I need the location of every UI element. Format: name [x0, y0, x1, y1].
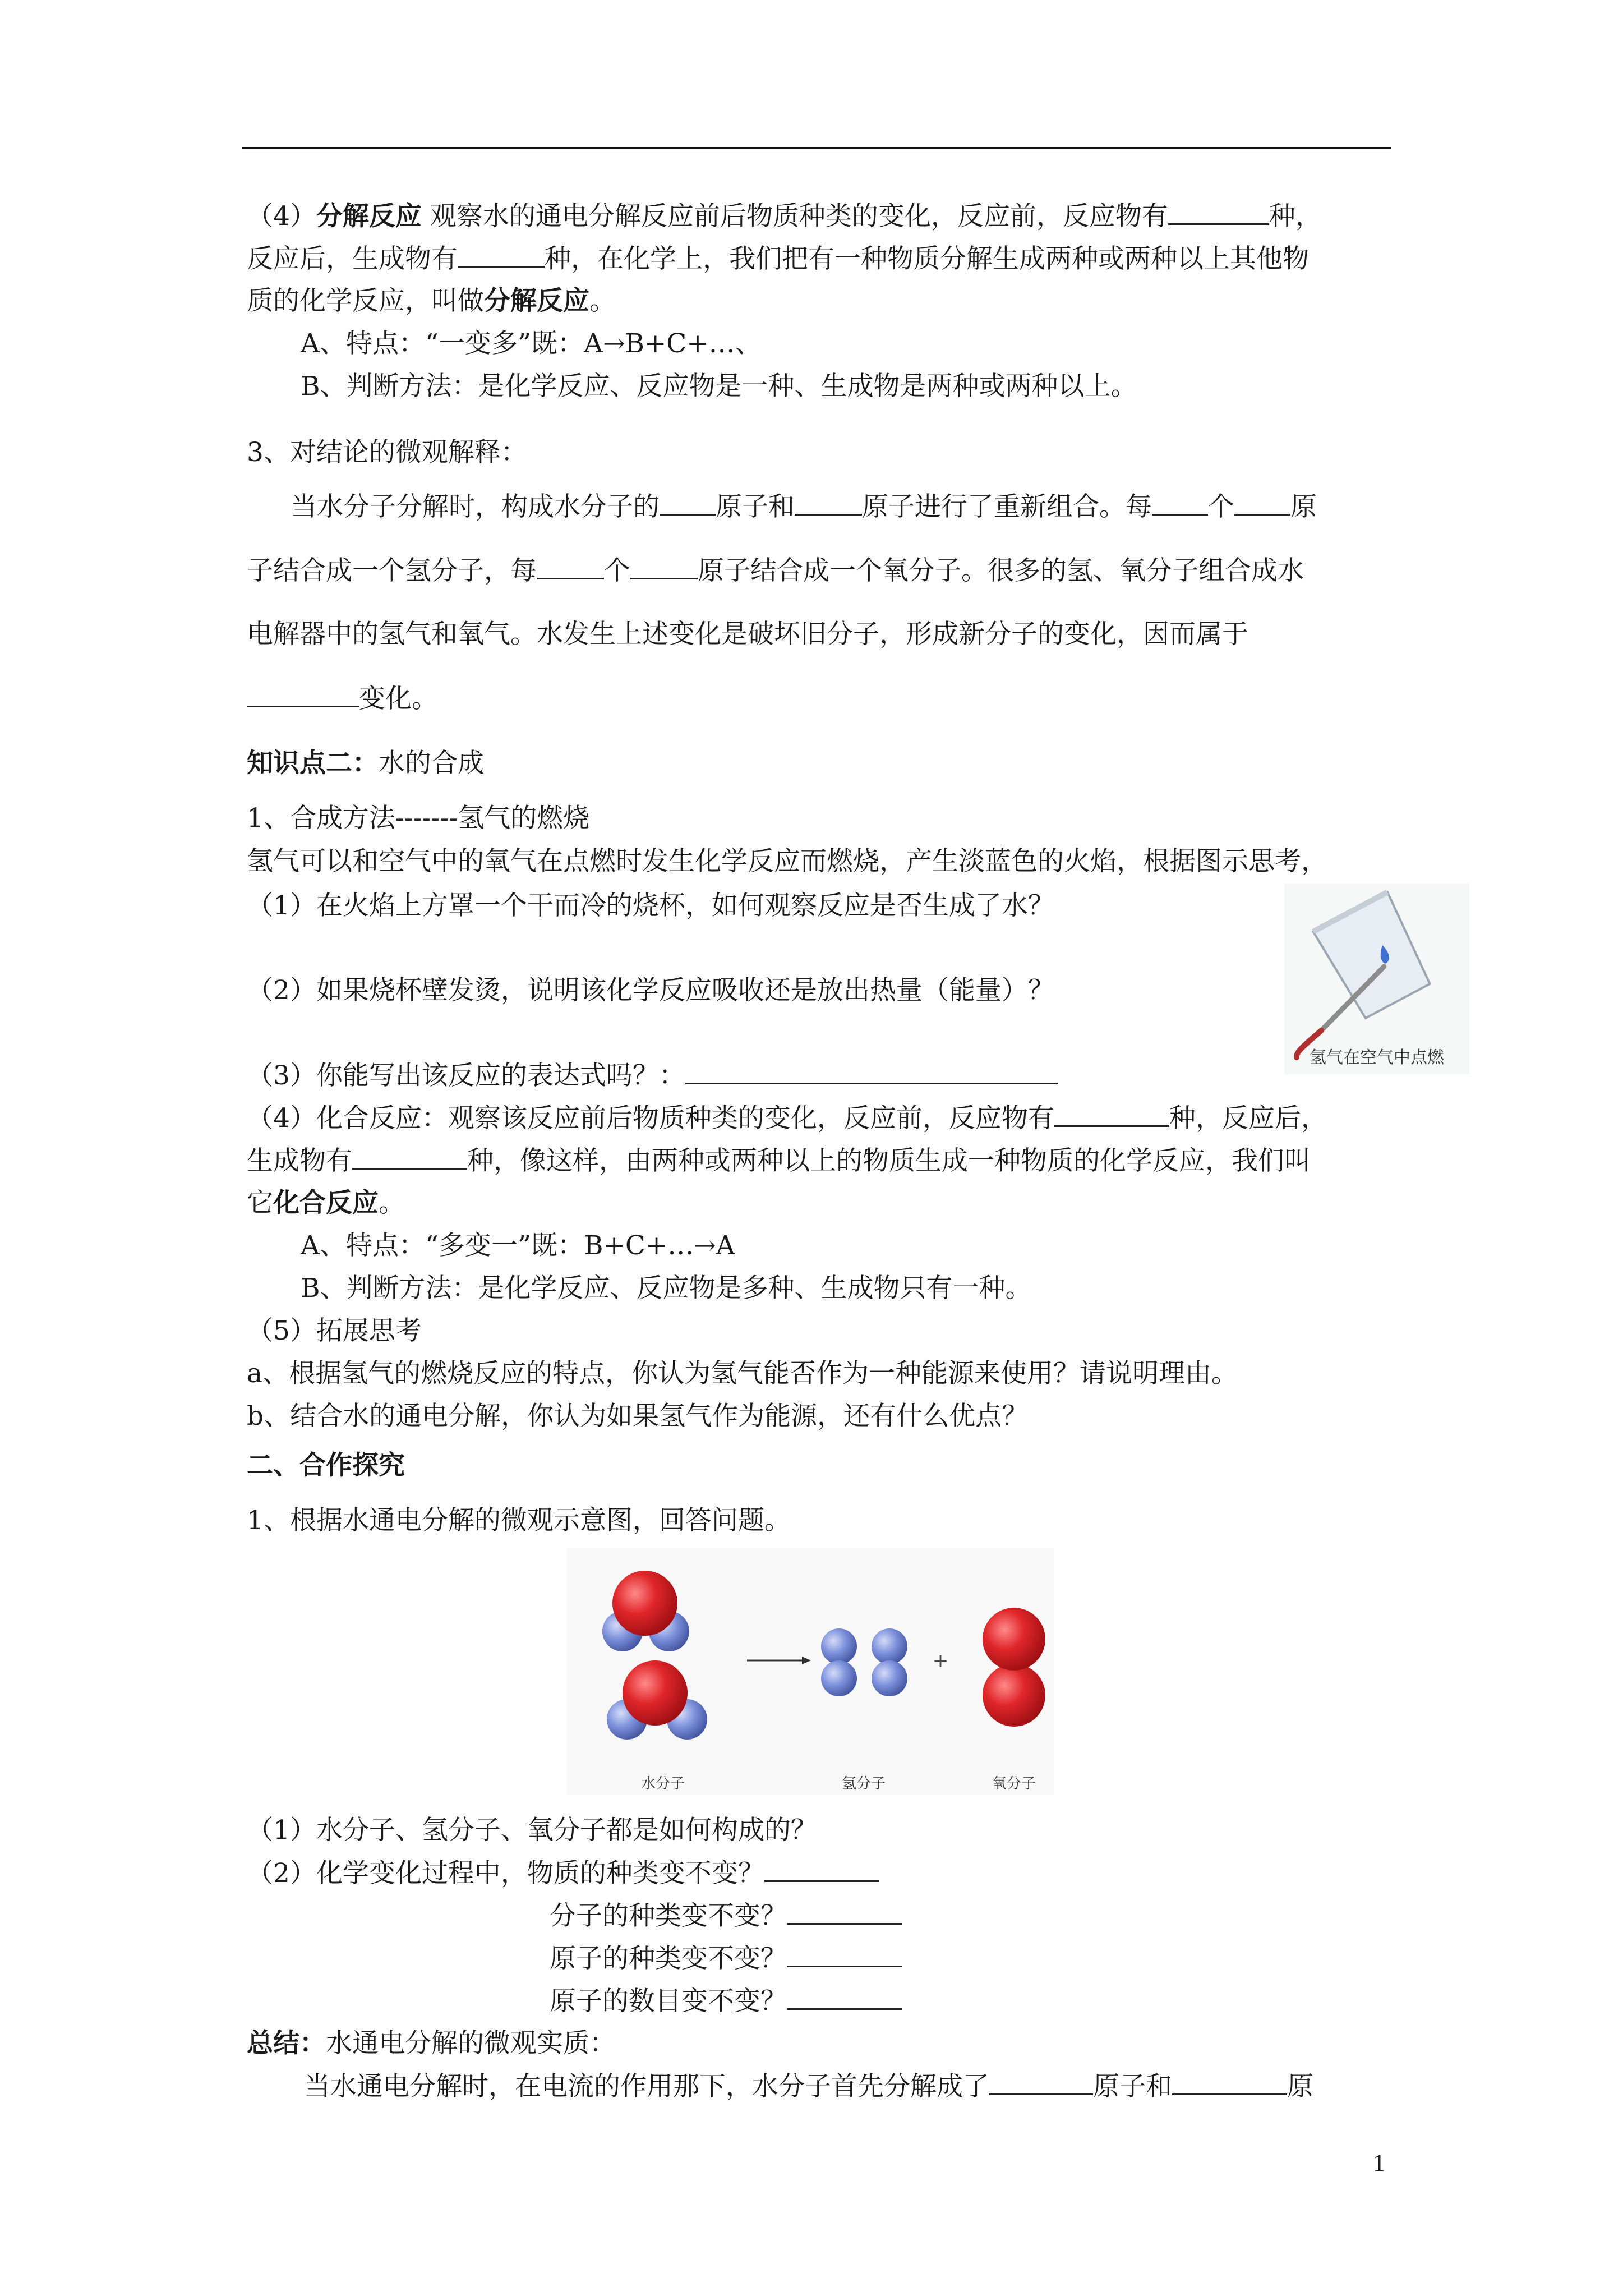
blank[interactable] [1152, 489, 1208, 516]
extend-qa: a、根据氢气的燃烧反应的特点，你认为氢气能否作为一种能源来使用？请说明理由。 [247, 1358, 1238, 1389]
coop-s1: （1）水分子、氢分子、氧分子都是如何构成的？ [247, 1815, 817, 1846]
blank[interactable] [1054, 1101, 1169, 1127]
coop-s4: 原子的种类变不变？ [550, 1941, 902, 1976]
comb-line-2: 生成物有 种，像这样，由两种或两种以上的物质生成一种物质的化学反应，我们叫 [247, 1143, 1311, 1179]
header-rule [242, 147, 1391, 149]
electrolysis-molecule-diagram [566, 1548, 1054, 1795]
extend-qb: b、结合水的通电分解，你认为如果氢气作为能源，还有什么优点？ [247, 1401, 1029, 1432]
blank[interactable] [764, 1856, 879, 1882]
kp2-title: 知识点二：水的合成 [247, 748, 484, 779]
summary-title: 总结：水通电分解的微观实质： [247, 2028, 616, 2059]
label-water-molecule: 水分子 [640, 1775, 685, 1792]
blank[interactable] [787, 1984, 902, 2010]
kp2-method: 1、合成方法-------氢气的燃烧 [247, 803, 590, 834]
micro-line-3: 电解器中的氢气和氧气。水发生上述变化是破坏旧分子，形成新分子的变化，因而属于 [247, 619, 1248, 650]
kp2-q3: （3）你能写出该反应的表达式吗？： [247, 1058, 1058, 1093]
coop-q1: 1、根据水通电分解的微观示意图，回答问题。 [247, 1505, 791, 1536]
comb-feature-a: A、特点：“多变一”既：B+C+…→A [301, 1230, 735, 1261]
blank[interactable] [685, 1058, 1058, 1084]
kp2-q1: （1）在火焰上方罩一个干而冷的烧杯，如何观察反应是否生成了水？ [247, 890, 1054, 921]
blank[interactable] [989, 2069, 1093, 2095]
kp2-intro: 氢气可以和空气中的氧气在点燃时发生化学反应而燃烧，产生淡蓝色的火焰，根据图示思考， [247, 846, 1327, 877]
blank[interactable] [630, 553, 698, 579]
decomp-feature-a: A、特点：“一变多”既：A→B+C+…、 [301, 328, 762, 359]
comb-line-3: 它化合反应。 [247, 1188, 405, 1218]
kp2-q2: （2）如果烧杯壁发烫，说明该化学反应吸收还是放出热量（能量）？ [247, 975, 1054, 1006]
decomp-line-2: 反应后，生成物有 种，在化学上，我们把有一种物质分解生成两种或两种以上其他物 [247, 241, 1309, 277]
coop-s3: 分子的种类变不变？ [550, 1898, 902, 1934]
micro-line-4: 变化。 [247, 681, 438, 716]
coop-s5: 原子的数目变不变？ [550, 1984, 902, 2019]
blank[interactable] [1172, 2069, 1287, 2095]
page-number: 1 [1373, 2149, 1385, 2177]
blank[interactable] [1168, 199, 1269, 225]
micro-title: 3、对结论的微观解释： [247, 437, 527, 468]
extend-title: （5）拓展思考 [247, 1315, 422, 1346]
label-oxygen-molecule: 氧分子 [992, 1775, 1036, 1792]
blank[interactable] [787, 1898, 902, 1925]
blank[interactable] [352, 1143, 467, 1170]
blank[interactable] [458, 241, 545, 268]
micro-line-2: 子结合成一个氢分子，每 个 原子结合成一个氧分子。很多的氢、氧分子组合成水 [247, 553, 1304, 588]
summary-line-1: 当水通电分解时，在电流的作用那下，水分子首先分解成了 原子和 原 [304, 2069, 1313, 2104]
blank[interactable] [795, 489, 862, 516]
label-hydrogen-molecule: 氢分子 [841, 1775, 886, 1792]
blank[interactable] [787, 1941, 902, 1967]
blank[interactable] [537, 553, 604, 579]
comb-feature-b: B、判断方法：是化学反应、反应物是多种、生成物只有一种。 [301, 1273, 1032, 1304]
plus-sign: + [932, 1650, 949, 1672]
coop-s2: （2）化学变化过程中，物质的种类变不变？ [247, 1856, 879, 1891]
coop-title: 二、合作探究 [247, 1450, 405, 1481]
blank[interactable] [660, 489, 716, 516]
decomp-line-3: 质的化学反应，叫做分解反应。 [247, 286, 616, 316]
blank[interactable] [247, 681, 359, 707]
hydrogen-burning-figure [1284, 884, 1469, 1074]
figure-caption: 氢气在空气中点燃 [1310, 1048, 1444, 1068]
decomp-line-1: （4）分解反应 观察水的通电分解反应前后物质种类的变化，反应前，反应物有 种， [247, 199, 1322, 234]
comb-line-1: （4）化合反应：观察该反应前后物质种类的变化，反应前，反应物有 种，反应后， [247, 1101, 1327, 1136]
micro-line-1: 当水分子分解时，构成水分子的 原子和 原子进行了重新组合。每 个 原 [291, 489, 1317, 524]
decomp-feature-b: B、判断方法：是化学反应、反应物是一种、生成物是两种或两种以上。 [301, 371, 1137, 402]
blank[interactable] [1234, 489, 1290, 516]
